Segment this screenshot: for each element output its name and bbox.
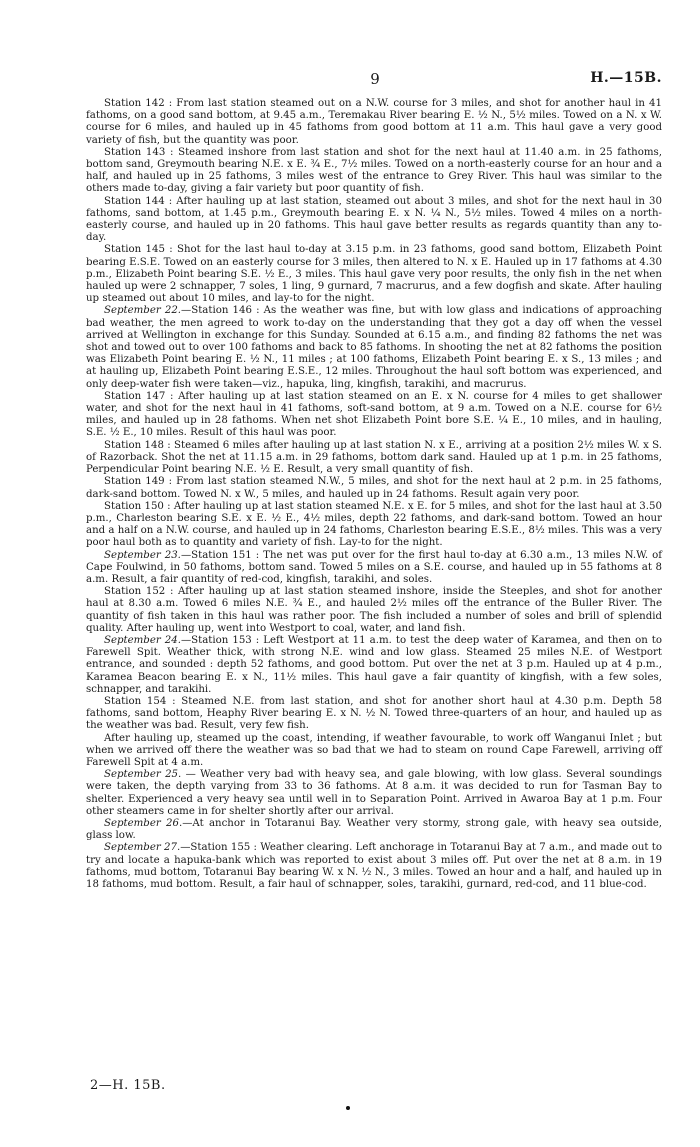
paragraph [86,305,662,390]
paragraph [86,769,662,818]
paragraph-text: Station 143 : Steamed inshore from last station and shot for the next haul at 11.40 a.m. in 25 fathoms, bottom sand, Greymouth bearing N.E. x E. ¾ E., 7½ miles. Towed on a north-easterly course for an hour and a half, and hauled up in 25 fathoms, 3 miles west of the entrance to Grey River. This haul was similar to the others made to-day, giving a fair variety but poor quantity of fish. [86,146,662,195]
paragraph-text: Station 150 : After hauling up at last station steamed N.E. x E. for 5 miles, and shot for the last haul at 3.50 p.m., Charleston bearing S.E. x E. ½ E., 4½ miles, depth 22 fathoms, and dark-sand bottom. Towed an hour and a half on a N.W. course, and hauled up in 24 fathoms, Charleston bearing E.S.E., 8½ miles. This was a very poor haul both as to quantity and variety of fish. Lay-to for the night. [86,500,662,549]
paragraph-text: Station 144 : After hauling up at last station, steamed out about 3 miles, and shot for the next haul in 30 fathoms, sand bottom, at 1.45 p.m., Greymouth bearing E. x N. ¼ N., 5½ miles. Towed 4 miles on a north-easterly course, and hauled up in 20 fathoms. This haul gave better results as regards quantity than any to-day. [86,195,662,244]
date-lead: September 24. [104,634,181,646]
paragraph [86,440,662,477]
paragraph [86,244,662,305]
paragraph-text: —At anchor in Totaranui Bay. Weather very stormy, strong gale, with heavy sea outside, glass low. [86,817,662,842]
paragraph [86,196,662,245]
document-reference: H.—15B. [590,70,662,86]
paragraph [86,818,662,842]
printer-mark [346,1106,350,1110]
paragraph-text: Station 147 : After hauling up at last station steamed on an E. x N. course for 4 miles to get shallower water, and shot for the next haul in 41 fathoms, soft-sand bottom, at 9 a.m. Towed on a N.E. course for 6½ miles, and hauled up in 28 fathoms. When net shot Elizabeth Point bore S.E. ¼ E., 10 miles, and in hauling, S.E. ½ E., 10 miles. Result of this haul was poor. [86,390,662,439]
paragraph-text: —Station 155 : Weather clearing. Left anchorage in Totaranui Bay at 7 a.m., and made out to try and locate a hapuka-bank which was reported to exist about 3 miles off. Put over the net at 8 a.m. in 19 fathoms, mud bottom, Totaranui Bay bearing W. x N. ½ N., 3 miles. Towed an hour and a half, and hauled up in 18 fathoms, mud bottom. Result, a fair haul of schnapper, soles, tarakihi, gurnard, red-cod, and 11 blue-cod. [86,842,662,890]
date-lead: September 25. [104,769,182,781]
paragraph [86,586,662,635]
paragraph-text: After hauling up, steamed up the coast, intending, if weather favourable, to work off Wanganui Inlet ; but when we arrived off there the weather was so bad that we had to steam on round Cape Farewell, arriving off Farewell Spit at 4 a.m. [86,732,662,768]
date-lead: September 23. [104,549,181,561]
paragraph-text: —Station 146 : As the weather was fine, but with low glass and indications of approaching bad weather, the men agreed to work to-day on the understanding that they got a day off when the vessel arrived at Wellington in exchange for this Sunday. Sounded at 6.15 a.m., and finding 82 fathoms the net was shot and towed out to over 100 fathoms and back to 85 fathoms. In shooting the net at 82 fathoms the position was Elizabeth Point bearing E. ½ N., 11 miles ; at 100 fathoms, Elizabeth Point bearing E. x S., 13 miles ; and at hauling up, Elizabeth Point bearing E.S.E., 12 miles. Throughout the haul soft bottom was experienced, and only deep-water fish were taken—viz., hapuka, ling, kingfish, tarakihi, and macrurus. [86,305,662,390]
paragraph-text: Station 145 : Shot for the last haul to-day at 3.15 p.m. in 23 fathoms, good sand bottom, Elizabeth Point bearing E.S.E. Towed on an easterly course for 3 miles, then altered to N. x E. Hauled up in 17 fathoms at 4.30 p.m., Elizabeth Point bearing S.E. ½ E., 3 miles. This haul gave very poor results, the only fish in the net when hauled up were 2 schnapper, 7 soles, 1 ling, 9 gurnard, 7 macrurus, and a few dogfish and skate. After hauling up steamed out about 10 miles, and lay-to for the night. [86,244,662,305]
paragraph [86,476,662,500]
footer-signature: 2—H. 15B. [90,1078,166,1093]
paragraph-text: —Station 153 : Left Westport at 11 a.m. to test the deep water of Karamea, and then on to Farewell Spit. Weather thick, with strong N.E. wind and low glass. Steamed 25 miles N.E. of Westport entrance, and sounded : depth 52 fathoms, and good bottom. Put over the net at 3 p.m. Hauled up at 4 p.m., Karamea Beacon bearing E. x N., 11½ miles. This haul gave a fair quantity of kingfish, with a few soles, schnapper, and tarakihi. [86,634,662,695]
document-body [86,98,662,891]
paragraph-text: Station 148 : Steamed 6 miles after hauling up at last station N. x E., arriving at a position 2½ miles W. x S. of Razorback. Shot the net at 11.15 a.m. in 29 fathoms, bottom dark sand. Hauled up at 1 p.m. in 25 fathoms, Perpendicular Point bearing N.E. ½ E. Result, a very small quantity of fish. [86,439,662,476]
paragraph-text: Station 142 : From last station steamed out on a N.W. course for 3 miles, and shot for another haul in 41 fathoms, on a good sand bottom, at 9.45 a.m., Teremakau River bearing E. ½ N., 5½ miles. Towed on a N. x W. course for 6 miles, and hauled up in 45 fathoms from good bottom at 11 a.m. This haul gave a very good variety of fish, but the quantity was poor. [86,98,662,146]
paragraph-text: Station 154 : Steamed N.E. from last station, and shot for another short haul at 4.30 p.m. Depth 58 fathoms, sand bottom, Heaphy River bearing E. x N. ½ N. Towed three-quarters of an hour, and hauled up as the weather was bad. Result, very few fish. [86,695,662,732]
paragraph [86,391,662,440]
paragraph [86,842,662,891]
date-lead: September 22. [104,305,182,317]
paragraph-text: — Weather very bad with heavy sea, and gale blowing, with low glass. Several soundings were taken, the depth varying from 33 to 36 fathoms. At 8 a.m. it was decided to run for Tasman Bay to shelter. Experienced a very heavy sea until well in to Separation Point. Arrived in Awaroa Bay at 1 p.m. Four other steamers came in for shelter shortly after our arrival. [86,769,662,817]
paragraph [86,550,662,587]
paragraph [86,501,662,550]
paragraph-text: Station 152 : After hauling up at last station steamed inshore, inside the Steeples, and shot for another haul at 8.30 a.m. Towed 6 miles N.E. ¾ E., and hauled 2½ miles off the entrance of the Buller River. The quantity of fish taken in this haul was rather poor. The fish included a number of soles and brill of splendid quality. After hauling up, went into Westport to coal, water, and land fish. [86,586,662,634]
paragraph-text: —Station 151 : The net was put over for the first haul to-day at 6.30 a.m., 13 miles N.W. of Cape Foulwind, in 50 fathoms, bottom sand. Towed 5 miles on a S.E. course, and hauled up in 55 fathoms at 8 a.m. Result, a fair quantity of red-cod, kingfish, tarakihi, and soles. [86,549,662,585]
page-header [84,70,666,92]
date-lead: September 27. [104,842,181,854]
paragraph-text: Station 149 : From last station steamed N.W., 5 miles, and shot for the next haul at 2 p.m. in 25 fathoms, dark-sand bottom. Towed N. x W., 5 miles, and hauled up in 24 fathoms. Result again very poor. [86,476,662,500]
paragraph [86,147,662,196]
page-number: 9 [370,70,380,88]
paragraph [86,635,662,696]
date-lead: September 26. [104,817,183,829]
paragraph [86,696,662,733]
paragraph [86,98,662,147]
paragraph [86,733,662,770]
